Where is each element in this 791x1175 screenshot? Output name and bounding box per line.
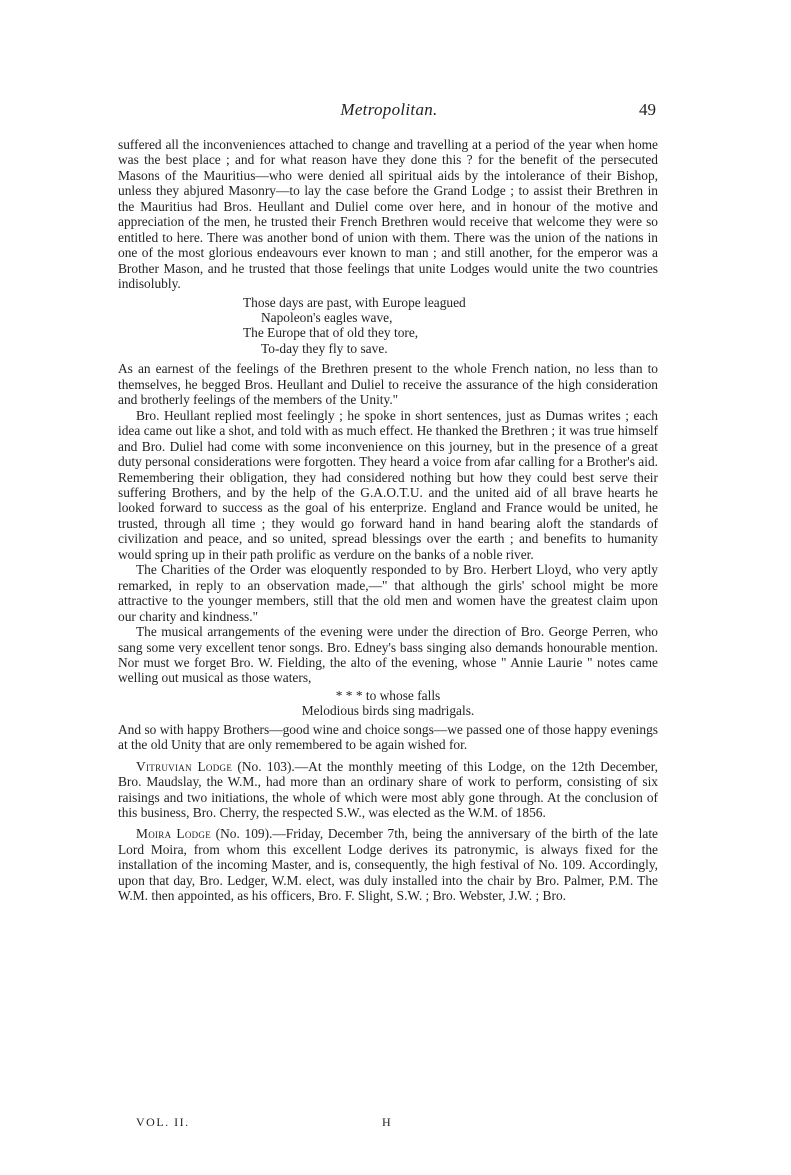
page-number: 49 — [639, 100, 656, 119]
paragraph-music: The musical arrangements of the evening were under the direction of Bro. George Perren, who sang some very excellent tenor songs. Bro. Edney's bass singing also demands honourable mention. Nor must we forget Bro. W. Fielding, the alto of the evening, whose " Annie Laurie " notes came welling out musical as those waters, — [118, 624, 658, 686]
couplet-quotation — [118, 688, 658, 719]
paragraph-vitruvian-lodge — [118, 759, 658, 821]
running-title: Metropolitan. — [340, 100, 438, 119]
verse-quotation — [243, 295, 658, 357]
verse-line: Those days are past, with Europe leagued — [243, 294, 466, 310]
lodge-report-text: (No. 109).—Friday, December 7th, being the anniversary of the birth of the late Lord Moira, from whom this excellent Lodge derives its patronymic, is always fixed for the installation of the incoming Master, and is, consequently, the high festival of No. 109. Accordingly, upon that day, Bro. Ledger, W.M. elect, was duly installed into the chair by Bro. Palmer, P.M. The W.M. then appointed, as his officers, Bro. F. Slight, S.W. ; Bro. Webster, J.W. ; Bro. — [118, 826, 658, 904]
paragraph-closing: And so with happy Brothers—good wine and choice songs—we passed one of those happy evenings at the old Unity that are only remembered to be again wished for. — [118, 721, 658, 753]
lodge-report-text: (No. 103).—At the monthly meeting of this Lodge, on the 12th December, Bro. Maudslay, the W.M., had more than an ordinary share of work to perform, consisting of six raisings and two initiations, the whole of which were most ably gone through. At the conclusion of this business, Bro. Cherry, the respected S.W., was elected as the W.M. of 1856. — [118, 758, 659, 821]
volume-label: VOL. II. — [136, 1115, 190, 1129]
verse-line: The Europe that of old they tore, — [243, 325, 419, 341]
paragraph-heullant-reply: Bro. Heullant replied most feelingly ; he spoke in short sentences, just as Dumas writes ; each idea came out like a shot, and told with as much effect. He thanked the Brethren ; it was true himself and Bro. Duliel had come with some inconvenience on this journey, but in the presence of a great duty personal considerations were forgotten. They heard a voice from afar calling for a Brother's aid. Remembering their obligation, they had considered nothing but how they could best serve their suffering Brothers, and by the help of the G.A.O.T.U. and the united aid of all brave hearts he looked forward to success as the goal of his enterprize. England and France would be united, he trusted, through all time ; they would go forward hand in hand bearing aloft the standards of civilization and peace, and so united, spread blessings over the earth ; and benefits to humanity would spring up in their path prolific as verdure on the banks of a noble river. — [118, 407, 658, 562]
paragraph-earnest: As an earnest of the feelings of the Brethren present to the whole French nation, no less than to themselves, he begged Bros. Heullant and Duliel to receive the assurance of the high consideration and brotherly feelings of the members of the Unity." — [118, 361, 658, 408]
paragraph-charities: The Charities of the Order was eloquently responded to by Bro. Herbert Lloyd, who very aptly remarked, in reply to an observation made,—" that although the girls' school might be more attractive to the younger members, still that the old men and women have the greatest claim upon our charity and kindness." — [118, 562, 658, 624]
couplet-line: * * * to whose falls — [335, 687, 441, 703]
lodge-heading: Vitruvian Lodge — [136, 758, 233, 774]
article-body — [118, 137, 658, 904]
page-header — [118, 100, 660, 124]
verse-line: Napoleon's eagles wave, — [261, 309, 393, 325]
signature-mark: H — [382, 1115, 391, 1129]
couplet-line: Melodious birds sing madrigals. — [301, 703, 475, 719]
paragraph-moira-lodge — [118, 826, 658, 903]
verse-line: To-day they fly to save. — [261, 340, 388, 356]
lodge-heading: Moira Lodge — [136, 826, 212, 842]
paragraph-speech-continuation: suffered all the inconveniences attached to change and travelling at a period of the year when home was the best place ; and for what reason have they done this ? for the benefit of the persecuted Masons of the Mauritius—who were denied all spiritual aids by the intolerance of their Bishop, unless they abjured Masonry—to lay the case before the Grand Lodge ; to assist their Brethren in the Mauritius had Bros. Heullant and Duliel come over here, and in honour of the motive and appreciation of the men, he trusted their French Brethren would receive that welcome they were so entitled to here. There was another bond of union with them. There was the union of the nations in one of the most glorious endeavours ever known to man ; and still another, for the emperor was a Brother Mason, and he trusted that those feelings that unite Lodges would unite the two countries indisolubly. — [118, 137, 658, 292]
